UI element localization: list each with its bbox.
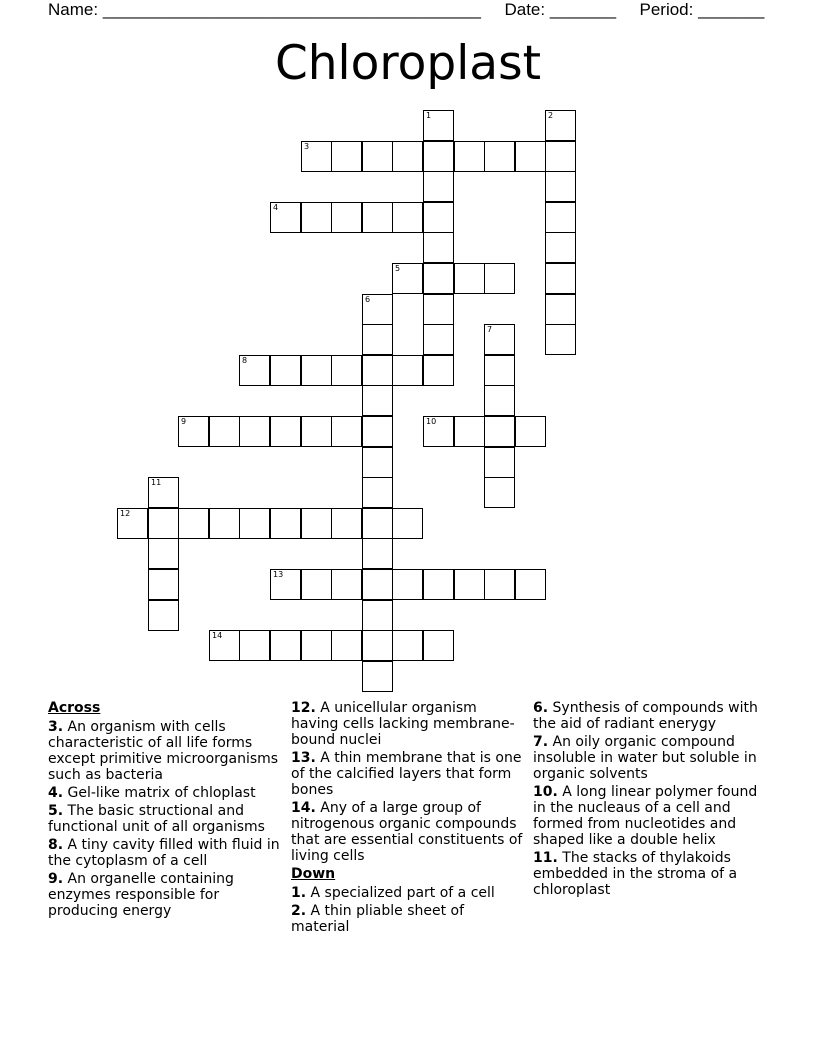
grid-cell[interactable]	[362, 661, 393, 692]
grid-cell[interactable]	[362, 477, 393, 508]
grid-cell[interactable]	[484, 385, 515, 416]
grid-cell[interactable]	[362, 508, 393, 539]
grid-cell[interactable]	[392, 569, 423, 600]
grid-cell[interactable]	[423, 324, 454, 355]
grid-cell[interactable]	[362, 569, 393, 600]
grid-cell[interactable]	[545, 294, 576, 325]
across-heading: Across	[48, 700, 101, 716]
name-field[interactable]: ________________________________________	[102, 0, 481, 19]
grid-cell[interactable]	[209, 508, 240, 539]
clue-number: 2	[548, 111, 554, 120]
grid-cell[interactable]	[392, 630, 423, 661]
grid-cell[interactable]	[362, 600, 393, 631]
grid-cell[interactable]	[331, 355, 362, 386]
grid-cell[interactable]	[545, 141, 576, 172]
grid-cell[interactable]	[270, 416, 301, 447]
grid-cell[interactable]	[178, 508, 209, 539]
clue-across-3: 3. An organism with cells characteristic of all life forms except primitive microorganisms such as bacteria	[48, 719, 279, 783]
grid-cell[interactable]	[362, 355, 393, 386]
clue-number: 1	[426, 111, 432, 120]
grid-cell[interactable]	[484, 416, 515, 447]
grid-cell[interactable]	[301, 569, 332, 600]
grid-cell[interactable]	[362, 294, 393, 325]
grid-cell[interactable]	[331, 202, 362, 233]
grid-cell[interactable]	[392, 355, 423, 386]
grid-cell[interactable]	[454, 263, 485, 294]
grid-cell[interactable]	[545, 324, 576, 355]
period-label: Period:	[639, 0, 694, 19]
grid-cell[interactable]	[270, 630, 301, 661]
clue-number: 14	[212, 631, 223, 640]
grid-cell[interactable]	[362, 202, 393, 233]
grid-cell[interactable]	[148, 477, 179, 508]
period-field[interactable]: _______	[698, 0, 765, 19]
grid-cell[interactable]	[270, 569, 301, 600]
grid-cell[interactable]	[423, 141, 454, 172]
grid-cell[interactable]	[545, 232, 576, 263]
grid-cell[interactable]	[301, 416, 332, 447]
grid-cell[interactable]	[545, 263, 576, 294]
grid-cell[interactable]	[239, 508, 270, 539]
grid-cell[interactable]	[239, 630, 270, 661]
grid-cell[interactable]	[545, 110, 576, 141]
grid-cell[interactable]	[423, 416, 454, 447]
down-heading: Down	[291, 866, 336, 882]
grid-cell[interactable]	[423, 110, 454, 141]
grid-cell[interactable]	[362, 141, 393, 172]
grid-cell[interactable]	[362, 630, 393, 661]
clue-across-8: 8. A tiny cavity filled with fluid in the cytoplasm of a cell	[48, 837, 280, 869]
grid-cell[interactable]	[515, 569, 546, 600]
grid-cell[interactable]	[117, 508, 148, 539]
grid-cell[interactable]	[392, 508, 423, 539]
clue-across-5: 5. The basic structional and functional unit of all organisms	[48, 803, 265, 835]
clue-number: 12	[120, 509, 131, 518]
clue-column-3	[533, 700, 768, 900]
clue-number: 4	[273, 203, 279, 212]
grid-cell[interactable]	[454, 416, 485, 447]
grid-cell[interactable]	[515, 416, 546, 447]
grid-cell[interactable]	[301, 141, 332, 172]
clue-down-7: 7. An oily organic compound insoluble in water but soluble in organic solvents	[533, 734, 757, 782]
grid-cell[interactable]	[515, 141, 546, 172]
clue-down-2: 2. A thin pliable sheet of material	[291, 903, 465, 935]
grid-cell[interactable]	[423, 630, 454, 661]
clue-column-2	[291, 700, 523, 937]
grid-cell[interactable]	[301, 355, 332, 386]
grid-cell[interactable]	[270, 202, 301, 233]
clue-number: 5	[395, 264, 401, 273]
clue-number: 10	[426, 417, 437, 426]
clue-down-6: 6. Synthesis of compounds with the aid of radiant enerygy	[533, 700, 758, 732]
grid-cell[interactable]	[362, 447, 393, 478]
name-label: Name:	[48, 0, 99, 19]
grid-cell[interactable]	[423, 263, 454, 294]
clue-down-1: 1. A specialized part of a cell	[291, 885, 495, 901]
grid-cell[interactable]	[484, 447, 515, 478]
clue-number: 7	[487, 325, 493, 334]
grid-cell[interactable]	[545, 202, 576, 233]
grid-cell[interactable]	[423, 569, 454, 600]
clue-column-1	[48, 700, 280, 921]
clue-across-9: 9. An organelle containing enzymes responsible for producing energy	[48, 871, 234, 919]
grid-cell[interactable]	[423, 232, 454, 263]
grid-cell[interactable]	[331, 569, 362, 600]
clue-number: 8	[242, 356, 248, 365]
grid-cell[interactable]	[270, 508, 301, 539]
grid-cell[interactable]	[331, 508, 362, 539]
clue-number: 11	[151, 478, 162, 487]
grid-cell[interactable]	[545, 171, 576, 202]
grid-cell[interactable]	[484, 141, 515, 172]
date-field[interactable]: _______	[549, 0, 617, 19]
grid-cell[interactable]	[484, 569, 515, 600]
grid-cell[interactable]	[484, 477, 515, 508]
grid-cell[interactable]	[148, 569, 179, 600]
grid-cell[interactable]	[423, 202, 454, 233]
grid-cell[interactable]	[209, 416, 240, 447]
grid-cell[interactable]	[209, 630, 240, 661]
grid-cell[interactable]	[148, 538, 179, 569]
grid-cell[interactable]	[423, 355, 454, 386]
grid-cell[interactable]	[392, 141, 423, 172]
grid-cell[interactable]	[484, 324, 515, 355]
grid-cell[interactable]	[362, 538, 393, 569]
grid-cell[interactable]	[301, 630, 332, 661]
grid-cell[interactable]	[484, 263, 515, 294]
grid-cell[interactable]	[362, 324, 393, 355]
clue-across-13: 13. A thin membrane that is one of the calcified layers that form bones	[291, 750, 522, 798]
grid-cell[interactable]	[454, 569, 485, 600]
grid-cell[interactable]	[392, 263, 423, 294]
clue-across-4: 4. Gel-like matrix of chloplast	[48, 785, 256, 801]
clue-down-11: 11. The stacks of thylakoids embedded in the stroma of a chloroplast	[533, 850, 738, 898]
clue-number: 6	[365, 295, 371, 304]
date-label: Date:	[504, 0, 546, 19]
grid-cell[interactable]	[362, 385, 393, 416]
grid-cell[interactable]	[392, 202, 423, 233]
clue-across-14: 14. Any of a large group of nitrogenous organic compounds that are essential constituents of living cells	[291, 800, 523, 864]
grid-cell[interactable]	[301, 508, 332, 539]
clue-number: 3	[304, 142, 310, 151]
grid-cell[interactable]	[331, 141, 362, 172]
grid-cell[interactable]	[148, 508, 179, 539]
grid-cell[interactable]	[362, 416, 393, 447]
grid-cell[interactable]	[454, 141, 485, 172]
clue-down-10: 10. A long linear polymer found in the nucleaus of a cell and formed from nucleotides and shaped like a double helix	[533, 784, 758, 848]
grid-cell[interactable]	[331, 630, 362, 661]
grid-cell[interactable]	[148, 600, 179, 631]
clue-number: 9	[181, 417, 187, 426]
clue-number: 13	[273, 570, 284, 579]
grid-cell[interactable]	[423, 294, 454, 325]
grid-cell[interactable]	[331, 416, 362, 447]
grid-cell[interactable]	[423, 171, 454, 202]
grid-cell[interactable]	[178, 416, 209, 447]
clue-across-12: 12. A unicellular organism having cells lacking membrane-bound nuclei	[291, 700, 515, 748]
grid-cell[interactable]	[270, 355, 301, 386]
puzzle-title: Chloroplast	[274, 36, 542, 91]
grid-cell[interactable]	[239, 355, 270, 386]
grid-cell[interactable]	[301, 202, 332, 233]
grid-cell[interactable]	[239, 416, 270, 447]
grid-cell[interactable]	[484, 355, 515, 386]
